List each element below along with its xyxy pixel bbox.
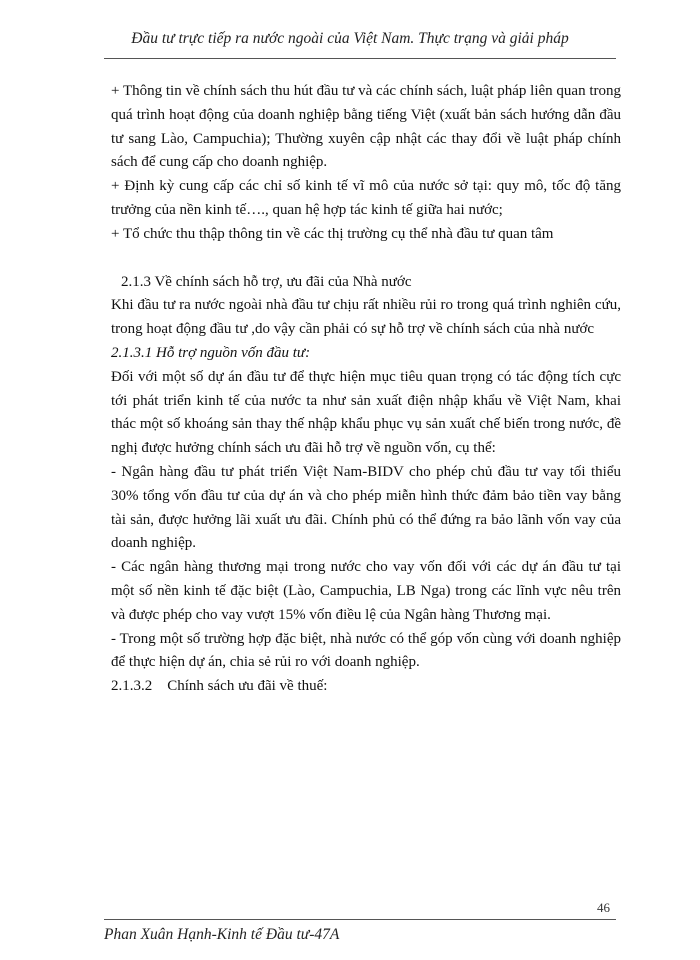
- footer-divider: [104, 919, 616, 920]
- page-header: Đầu tư trực tiếp ra nước ngoài của Việt Nam. Thực trạng và giải pháp: [131, 30, 569, 47]
- page-number: 46: [597, 900, 610, 915]
- page-footer: Phan Xuân Hạnh-Kinh tế Đầu tư-47A: [104, 926, 340, 943]
- page-content: [111, 80, 621, 699]
- bullet-info-3: + Tổ chức thu thập thông tin về các thị trường cụ thể nhà đầu tư quan tâm: [111, 225, 554, 242]
- section-2131-intro: Đối với một số dự án đầu tư để thực hiện mục tiêu quan trọng có tác động tích cực tới phát triển kinh tế của nước ta như sản xuất điện nhập khẩu về Việt Nam, khai thác một số khoáng sản thay thế nhập khẩu phục vụ sản xuất chế biến trong nước, đề nghị được hưởng chính sách ưu đãi hỗ trợ về nguồn vốn, cụ thể:: [111, 368, 621, 457]
- section-2131-item-3: - Trong một số trường hợp đặc biệt, nhà nước có thể góp vốn cùng với doanh nghiệp để thực hiện dự án, chia sẻ rủi ro với doanh nghiệp.: [111, 630, 621, 671]
- header-divider: [104, 58, 616, 59]
- section-2131-item-2: - Các ngân hàng thương mại trong nước cho vay vốn đối với các dự án đầu tư tại một số nền kinh tế đặc biệt (Lào, Campuchia, LB Nga) trong các lĩnh vực nêu trên và được phép cho vay vượt 15% vốn điều lệ của Ngân hàng Thương mại.: [111, 559, 621, 623]
- spacer: [111, 247, 621, 271]
- section-2131-item-1: - Ngân hàng đầu tư phát triển Việt Nam-BIDV cho phép chủ đầu tư vay tối thiểu 30% tổng vốn đầu tư của dự án và cho phép miễn hình thức đảm bảo tiền vay bằng tài sản, được hưởng lãi xuất ưu đãi. Chính phủ có thể đứng ra bảo lãnh vốn vay của doanh nghiệp.: [111, 463, 621, 552]
- section-213-intro: Khi đầu tư ra nước ngoài nhà đầu tư chịu rất nhiều rủi ro trong quá trình nghiên cứu, trong hoạt động đầu tư ,do vậy cần phải có sự hỗ trợ về chính sách của nhà nước: [111, 297, 621, 338]
- bullet-info-1: + Thông tin về chính sách thu hút đầu tư và các chính sách, luật pháp liên quan trong quá trình hoạt động của doanh nghiệp bằng tiếng Việt (xuất bản sách hướng dẫn đầu tư sang Lào, Campuchia); Thường xuyên cập nhật các thay đổi về luật pháp chính sách để cung cấp cho doanh nghiệp.: [111, 83, 621, 171]
- section-2131-heading: 2.1.3.1 Hỗ trợ nguồn vốn đầu tư:: [111, 344, 311, 361]
- section-213-heading: 2.1.3 Về chính sách hỗ trợ, ưu đãi của Nhà nước: [121, 273, 412, 290]
- bullet-info-2: + Định kỳ cung cấp các chỉ số kinh tế vĩ mô của nước sở tại: quy mô, tốc độ tăng trưởng của nền kinh tế…., quan hệ hợp tác kinh tế giữa hai nước;: [111, 178, 621, 218]
- section-2132-heading: 2.1.3.2 Chính sách ưu đãi về thuế:: [111, 678, 328, 695]
